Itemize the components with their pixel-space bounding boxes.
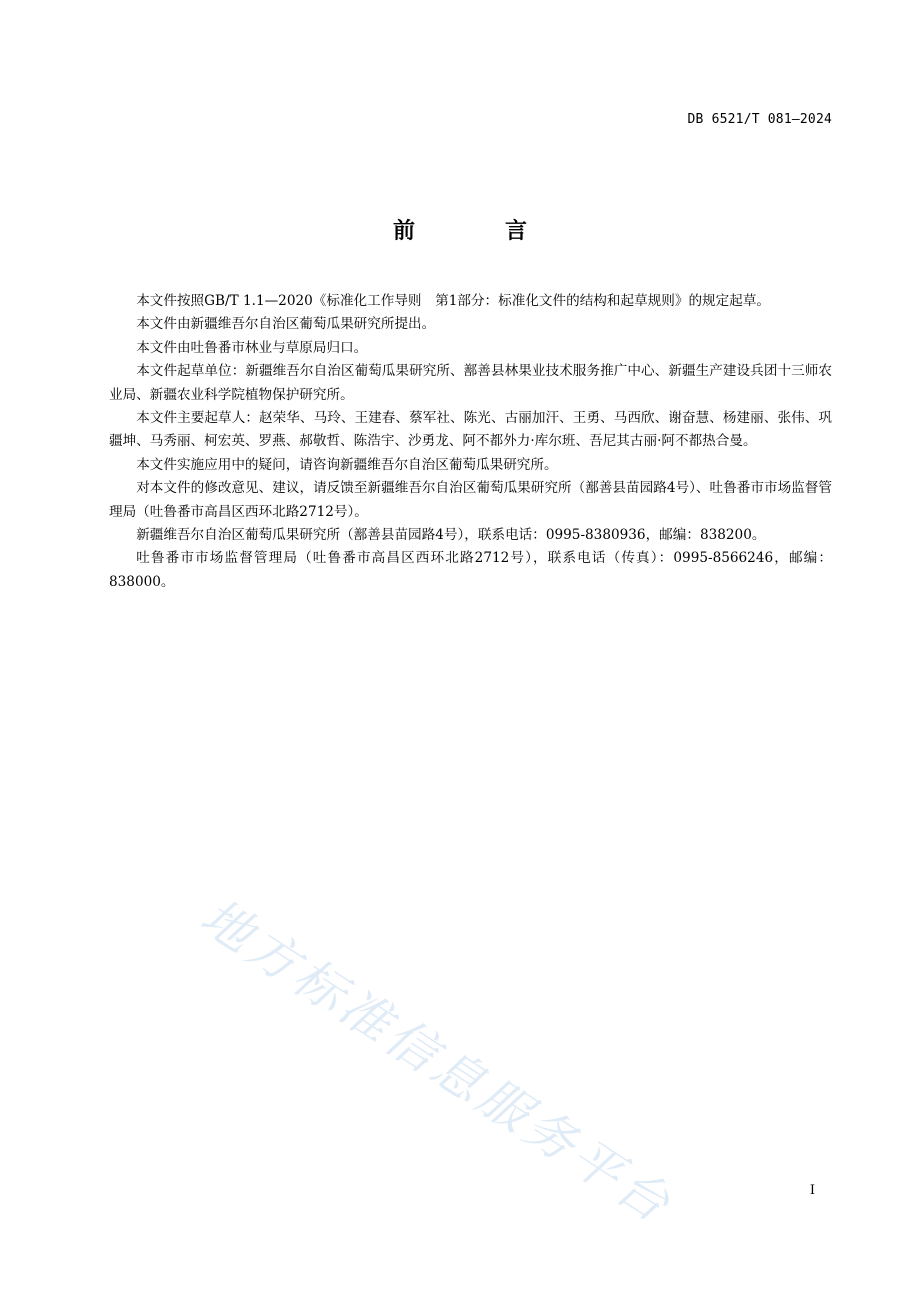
paragraph-feedback: 对本文件的修改意见、建议，请反馈至新疆维吾尔自治区葡萄瓜果研究所（鄯善县苗园路4号）、吐鲁番市市场监督管理局（吐鲁番市高昌区西环北路2712号）。 [109,480,832,520]
paragraph-administrator: 本文件由吐鲁番市林业与草原局归口。 [136,339,368,356]
preface-body [109,290,832,594]
paragraph-drafters: 本文件主要起草人：赵荣华、马玲、王建春、蔡军社、陈光、古丽加汗、王勇、马西欣、谢奋慧、杨建丽、张伟、巩疆坤、马秀丽、柯宏英、罗燕、郝敬哲、陈浩宇、沙勇龙、阿不都外力·库尔班、吾尼其古丽·阿不都热合曼。 [109,410,832,450]
paragraph-drafting-rules: 本文件按照GB/T 1.1—2020《标准化工作导则 第1部分：标准化文件的结构和起草规则》的规定起草。 [136,293,771,309]
document-number: DB 6521/T 081—2024 [687,112,832,127]
page-title: 前 言 [392,219,561,244]
paragraph-drafting-units: 本文件起草单位：新疆维吾尔自治区葡萄瓜果研究所、鄯善县林果业技术服务推广中心、新疆生产建设兵团十三师农业局、新疆农业科学院植物保护研究所。 [109,363,832,403]
paragraph-inquiries: 本文件实施应用中的疑问，请咨询新疆维吾尔自治区葡萄瓜果研究所。 [136,456,558,473]
paragraph-proposer: 本文件由新疆维吾尔自治区葡萄瓜果研究所提出。 [136,316,436,333]
paragraph-contact-institute: 新疆维吾尔自治区葡萄瓜果研究所（鄯善县苗园路4号），联系电话：0995-8380936，邮编：838200。 [136,527,766,544]
watermark: 地方标准信息服务平台 [190,887,684,1236]
paragraph-contact-bureau: 吐鲁番市市场监督管理局（吐鲁番市高昌区西环北路2712号），联系电话（传真）：0995-8566246，邮编：838000。 [109,550,832,590]
page-number: I [809,1183,815,1198]
